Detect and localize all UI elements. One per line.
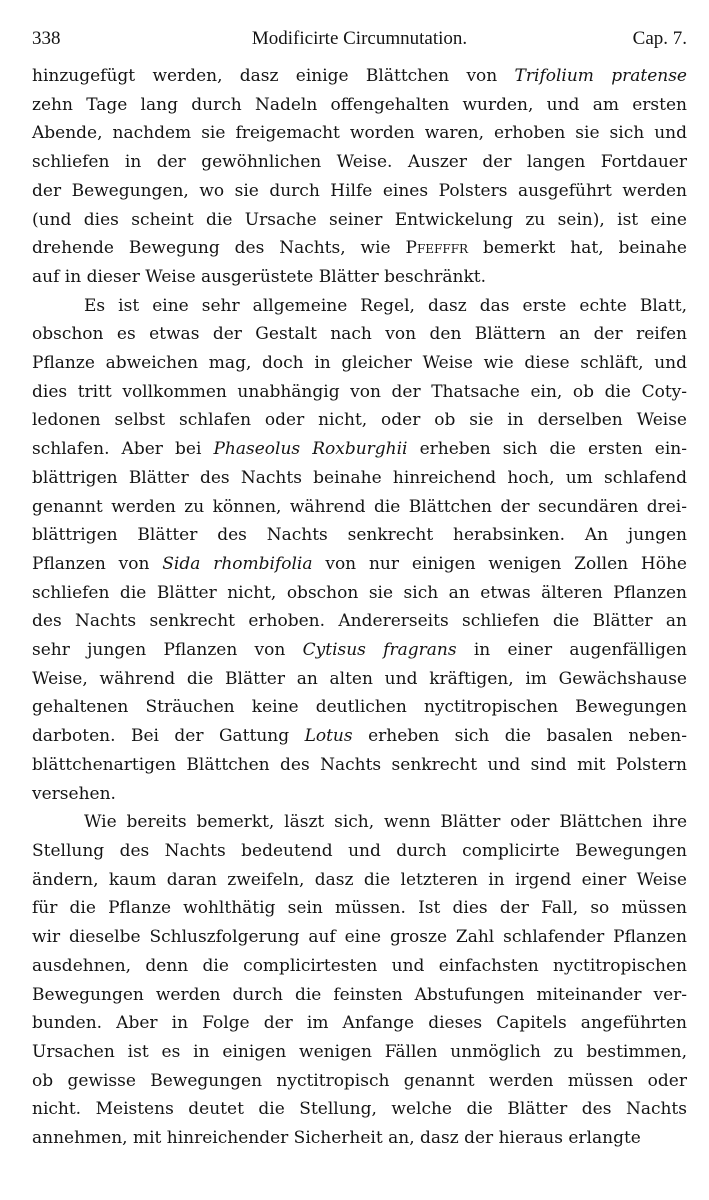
italic-term: Lotus [304,726,353,747]
paragraph-2-line: Pflanzen von Sida rhombifolia von nur einigen wenigen Zollen Höhe [32,553,687,574]
paragraph-3-line: ob gewisse Bewegungen nyctitropisch genannt werden müssen oder [32,1070,687,1091]
paragraph-1-line: hinzugefügt werden, dasz einige Blättchen von Trifolium pratense [32,66,687,86]
paragraph-3-line: nicht. Meistens deutet die Stellung, welche die Blätter des Nachts [32,1099,687,1120]
italic-term: Cytisus fragrans [302,640,457,661]
paragraph-2-line: schlafen. Aber bei Phaseolus Roxburghii erheben sich die ersten ein- [32,439,687,460]
paragraph-3-line: Stellung des Nachts bedeutend und durch complicirte Bewegungen [32,840,687,861]
paragraph-2-line: darboten. Bei der Gattung Lotus erheben sich die basalen neben- [32,726,687,747]
paragraph-3-line: ändern, kaum daran zweifeln, dasz die letzteren in irgend einer Weise [32,869,687,890]
paragraph-2-line: blättchenartigen Blättchen des Nachts senkrecht und sind mit Polstern [32,754,687,775]
running-title: Modificirte Circumnutation. [251,28,468,49]
body-text [32,62,687,1153]
paragraph-3-line: annehmen, mit hinreichender Sicherheit an, dasz der hieraus erlangte [32,1128,641,1149]
paragraph-2-line: schliefen die Blätter nicht, obschon sie sich an etwas älteren Pflanzen [32,582,687,603]
paragraph-2-line: Weise, während die Blätter an alten und kräftigen, im Gewächshause [32,668,687,689]
paragraph-1-line: auf in dieser Weise ausgerüstete Blätter beschränkt. [32,266,486,287]
chapter-label: Cap. 7. [632,28,687,49]
paragraph-2-line: genannt werden zu können, während die Blättchen der secundären drei- [32,496,687,517]
paragraph-2-line: versehen. [32,783,116,804]
small-caps-name: Pfefffr [405,238,469,259]
paragraph-2-line: obschon es etwas der Gestalt nach von den Blättern an der reifen [32,324,687,345]
paragraph-1-line: drehende Bewegung des Nachts, wie Pfefffr bemerkt hat, beinahe [32,238,687,259]
paragraph-1-line: zehn Tage lang durch Nadeln offengehalten wurden, und am ersten [32,94,687,115]
paragraph-2-line: Es ist eine sehr allgemeine Regel, dasz das erste echte Blatt, [84,295,687,316]
paragraph-2-line: des Nachts senkrecht erhoben. Andererseits schliefen die Blätter an [32,611,687,632]
paragraph-1-line: der Bewegungen, wo sie durch Hilfe eines Polsters ausgeführt werden [32,180,687,201]
paragraph-3-line: Wie bereits bemerkt, läszt sich, wenn Blätter oder Blättchen ihre [84,812,687,833]
paragraph-3-line: wir dieselbe Schluszfolgerung auf eine grosze Zahl schlafender Pflanzen [32,927,687,948]
paragraph-1-line: Abende, nachdem sie freigemacht worden waren, erhoben sie sich und [32,123,687,144]
paragraph-1-line: (und dies scheint die Ursache seiner Entwickelung zu sein), ist eine [32,209,687,230]
paragraph-3-line: für die Pflanze wohlthätig sein müssen. Ist dies der Fall, so müssen [32,898,687,919]
paragraph-3-line: Ursachen ist es in einigen wenigen Fällen unmöglich zu bestimmen, [32,1041,687,1062]
paragraph-2-line: blättrigen Blätter des Nachts senkrecht herabsinken. An jungen [32,525,687,546]
paragraph-2-line: dies tritt vollkommen unabhängig von der Thatsache ein, ob die Coty- [32,381,687,402]
paragraph-3-line: ausdehnen, denn die complicirtesten und einfachsten nyctitropischen [32,955,687,976]
paragraph-3-line: Bewegungen werden durch die feinsten Abstufungen miteinander ver- [32,984,687,1005]
paragraph-2-line: Pflanze abweichen mag, doch in gleicher Weise wie diese schläft, und [32,353,687,374]
page-number: 338 [32,28,61,49]
running-header [32,18,687,52]
paragraph-2-line: sehr jungen Pflanzen von Cytisus fragrans in einer augenfälligen [32,640,687,661]
paragraph-1-line: schliefen in der gewöhnlichen Weise. Auszer der langen Fortdauer [32,152,687,173]
italic-term: Phaseolus Roxburghii [213,439,408,460]
paragraph-3-line: bunden. Aber in Folge der im Anfange dieses Capitels angeführten [32,1013,687,1034]
italic-term: Trifolium pratense [514,66,687,86]
paragraph-2-line: blättrigen Blätter des Nachts beinahe hinreichend hoch, um schlafend [32,467,687,488]
italic-term: Sida rhombifolia [162,553,313,574]
paragraph-2-line: gehaltenen Sträuchen keine deutlichen nyctitropischen Bewegungen [32,697,687,718]
paragraph-2-line: ledonen selbst schlafen oder nicht, oder ob sie in derselben Weise [32,410,687,431]
